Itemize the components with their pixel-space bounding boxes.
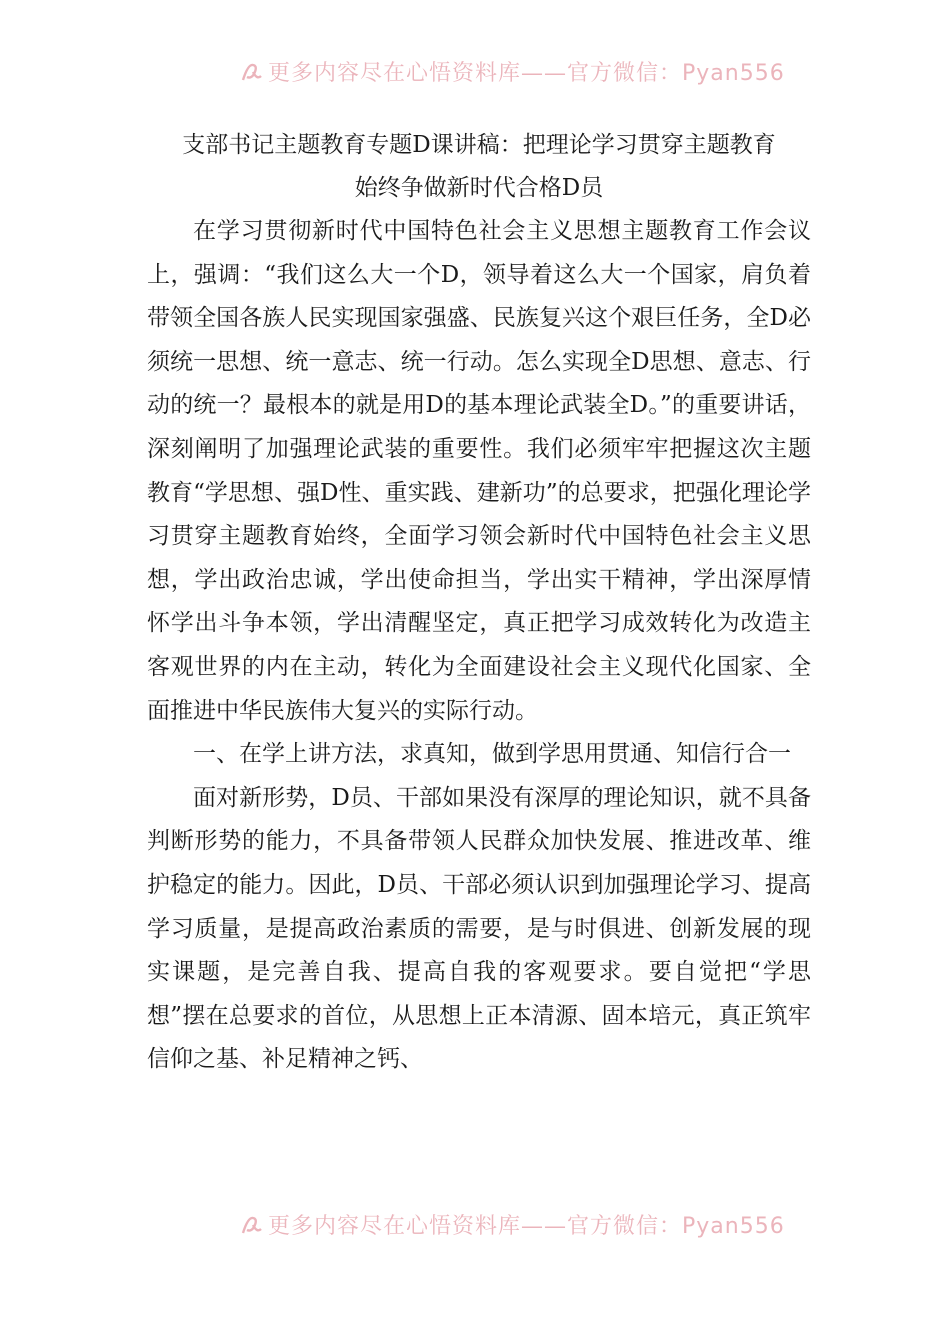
header-watermark [0, 52, 950, 92]
watermark-line [240, 56, 785, 87]
document-title-line-1: 支部书记主题教育专题D课讲稿：把理论学习贯穿主题教育 [182, 132, 776, 158]
section-heading-1: 一、在学上讲方法，求真知，做到学思用贯通、知信行合一 [193, 741, 791, 768]
paragraph-intro: 在学习贯彻新时代中国特色社会主义思想主题教育工作会议上，强调：“我们这么大一个D，领导着这么大一个国家，肩负着带领全国各族人民实现国家强盛、民族复兴这个艰巨任务，全D必须统一思想、统一意志、统一行动。怎么实现全D思想、意志、行动的统一？最根本的就是用D的基本理论武装全D。”的重要讲话，深刻阐明了加强理论武装的重要性。我们必须牢牢把握这次主题教育“学思想、强D性、重实践、建新功”的总要求，把强化理论学习贯穿主题教育始终，全面学习领会新时代中国特色社会主义思想，学出政治忠诚，学出使命担当，学出实干精神，学出深厚情怀学出斗争本领，学出清醒坚定，真正把学习成效转化为改造主客观世界的内在主动，转化为全面建设社会主义现代化国家、全面推进中华民族伟大复兴的实际行动。 [147, 218, 811, 724]
watermark-handle: Pyan556 [682, 1214, 785, 1239]
footer-watermark [0, 1205, 950, 1245]
watermark-handle: Pyan556 [682, 61, 785, 86]
watermark-text: 更多内容尽在心悟资料库——官方微信： [268, 1214, 683, 1239]
document-title-line-2: 始终争做新时代合格D员 [354, 175, 604, 201]
document-body [147, 124, 811, 1082]
paragraph-section-1: 面对新形势，D员、干部如果没有深厚的理论知识，就不具备判断形势的能力，不具备带领人民群众加快发展、推进改革、维护稳定的能力。因此，D员、干部必须认识到加强理论学习、提高学习质量，是提高政治素质的需要，是与时俱进、创新发展的现实课题，是完善自我、提高自我的客观要求。要自觉把“学思想”摆在总要求的首位，从思想上正本清源、固本培元，真正筑牢信仰之基、补足精神之钙、 [147, 784, 811, 1073]
stylized-a-logo-icon [240, 1213, 264, 1237]
watermark-line [240, 1209, 785, 1240]
watermark-text: 更多内容尽在心悟资料库——官方微信： [268, 61, 683, 86]
stylized-a-logo-icon [240, 60, 264, 84]
